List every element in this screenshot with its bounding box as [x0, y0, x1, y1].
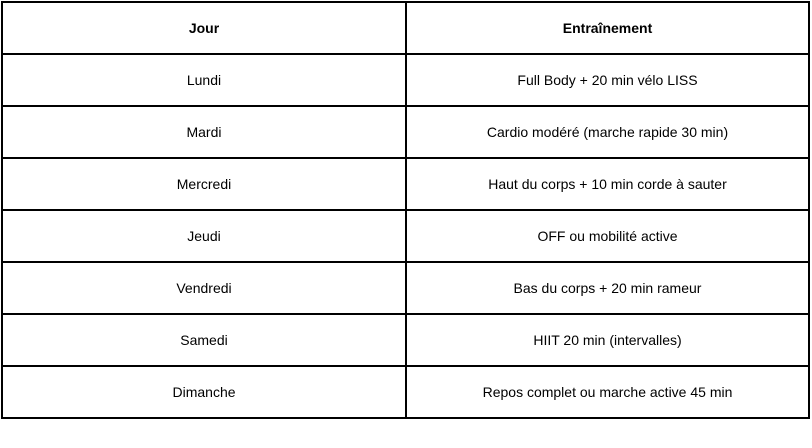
- table-row: [2, 366, 809, 418]
- workout-cell: Full Body + 20 min vélo LISS: [406, 54, 809, 106]
- workout-cell: HIIT 20 min (intervalles): [406, 314, 809, 366]
- column-header-day: Jour: [2, 2, 406, 54]
- workout-cell: Cardio modéré (marche rapide 30 min): [406, 106, 809, 158]
- table-row: [2, 54, 809, 106]
- table-row: [2, 262, 809, 314]
- table-row: [2, 158, 809, 210]
- day-cell: Mardi: [2, 106, 406, 158]
- workout-cell: Haut du corps + 10 min corde à sauter: [406, 158, 809, 210]
- table-header: [2, 2, 809, 54]
- workout-cell: Repos complet ou marche active 45 min: [406, 366, 809, 418]
- day-cell: Jeudi: [2, 210, 406, 262]
- table-row: [2, 314, 809, 366]
- day-cell: Vendredi: [2, 262, 406, 314]
- weekly-training-table: [1, 1, 810, 419]
- workout-cell: Bas du corps + 20 min rameur: [406, 262, 809, 314]
- day-cell: Lundi: [2, 54, 406, 106]
- table-row: [2, 106, 809, 158]
- day-cell: Dimanche: [2, 366, 406, 418]
- workout-cell: OFF ou mobilité active: [406, 210, 809, 262]
- column-header-workout: Entraînement: [406, 2, 809, 54]
- day-cell: Mercredi: [2, 158, 406, 210]
- table-row: [2, 210, 809, 262]
- header-row: [2, 2, 809, 54]
- day-cell: Samedi: [2, 314, 406, 366]
- table-body: [2, 54, 809, 418]
